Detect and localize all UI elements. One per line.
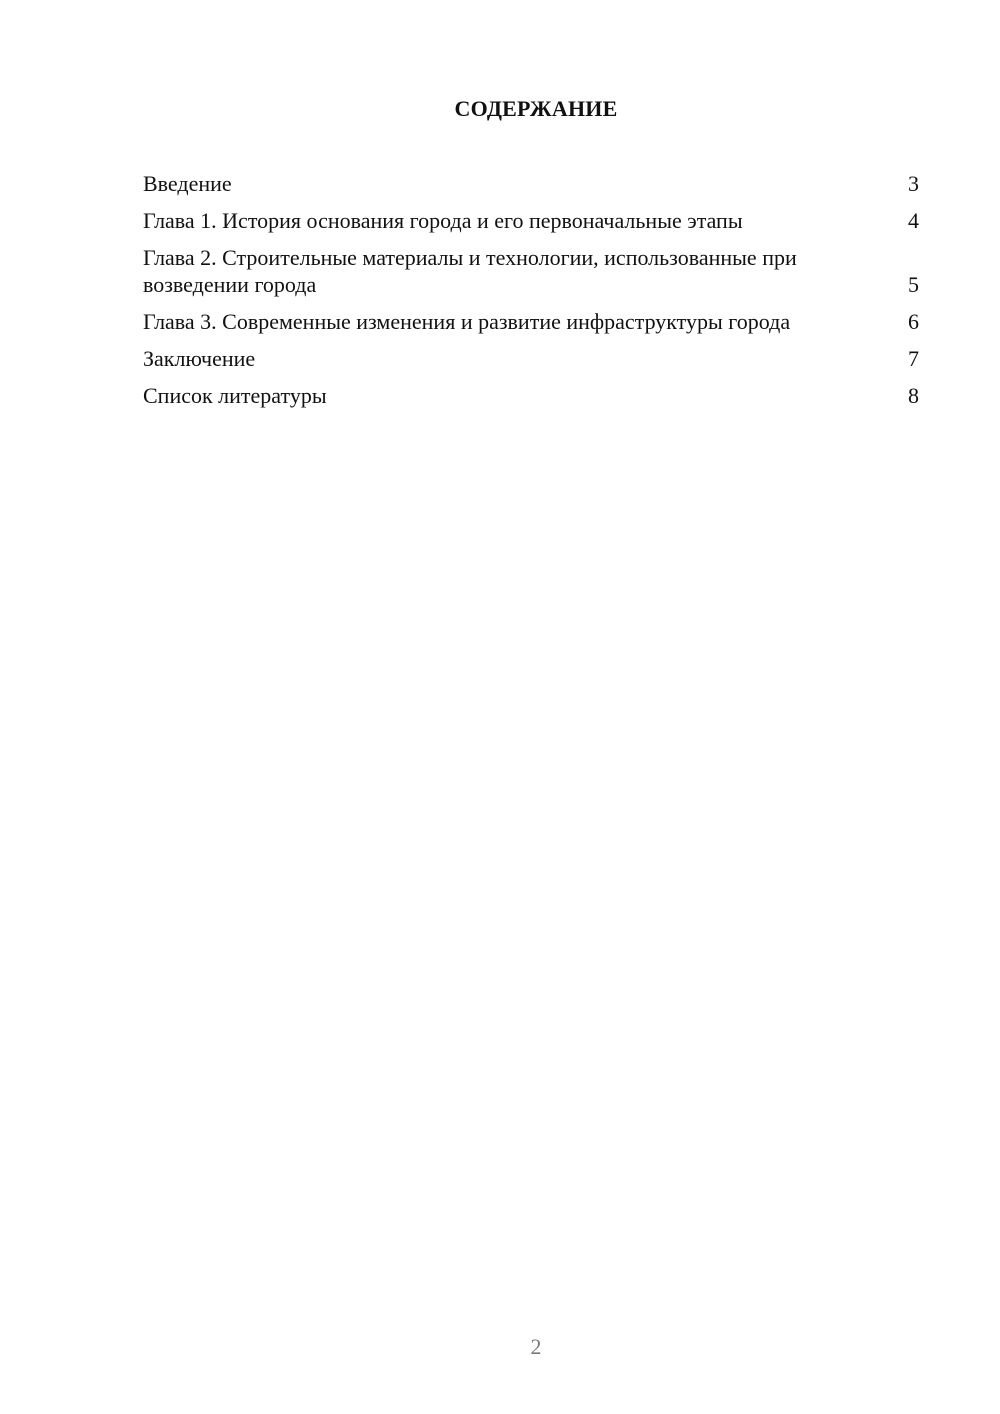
- toc-entry-page: 6: [908, 309, 919, 334]
- toc-entry-page: 7: [908, 346, 919, 371]
- toc-entry-text: Введение: [143, 171, 232, 196]
- toc-entry-introduction: [143, 170, 919, 197]
- page-number: 2: [530, 1334, 542, 1359]
- toc-entry-page: 5: [908, 272, 919, 297]
- toc-entry-text: Заключение: [143, 346, 256, 371]
- toc-entry-text: Глава 1. История основания города и его первоначальные этапы: [143, 208, 743, 233]
- toc-entry-page: 3: [908, 171, 919, 196]
- toc-entry-text: Список литературы: [143, 383, 327, 408]
- toc-entry-chapter-3: [143, 308, 919, 335]
- toc-entry-conclusion: [143, 345, 919, 372]
- toc-entry-text: Глава 3. Современные изменения и развитие инфраструктуры города: [143, 309, 791, 334]
- toc-entry-page: 8: [908, 383, 919, 408]
- table-of-contents: [143, 170, 919, 419]
- toc-entry-bibliography: [143, 382, 919, 409]
- toc-entry-text: Глава 2. Строительные материалы и технологии, использованные при возведении города: [143, 245, 797, 297]
- page-title: СОДЕРЖАНИЕ: [454, 96, 618, 121]
- toc-entry-chapter-1: [143, 207, 919, 234]
- toc-entry-chapter-2: [143, 244, 919, 298]
- toc-entry-page: 4: [908, 208, 919, 233]
